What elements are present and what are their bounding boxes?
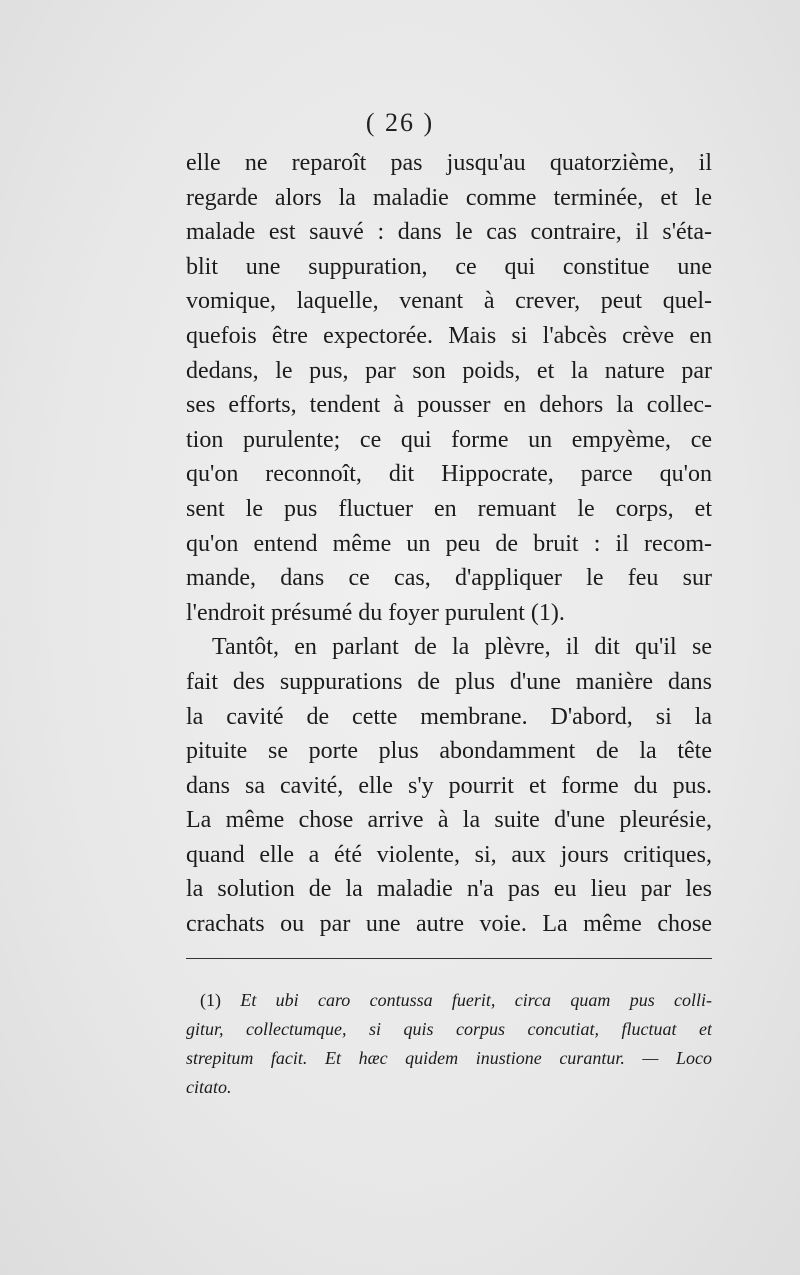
body-line: pituite se porte plus abondamment de la tête — [186, 738, 712, 765]
body-line: elle ne reparoît pas jusqu'au quatorzième, il — [186, 150, 712, 176]
body-line: qu'on entend même un peu de bruit : il recom- — [186, 530, 712, 557]
body-line: fait des suppurations de plus d'une manière dans — [186, 668, 712, 695]
footnote-line: strepitum facit. Et hæc quidem inustione curantur. — Loco — [186, 1048, 712, 1068]
body-line: qu'on reconnoît, dit Hippocrate, parce qu'on — [186, 461, 712, 488]
body-line: vomique, laquelle, venant à crever, peut quel- — [186, 288, 712, 315]
paragraph-start-line: Tantôt, en parlant de la plèvre, il dit qu'il se — [212, 634, 712, 661]
body-line: tion purulente; ce qui forme un empyème, ce — [186, 426, 712, 453]
body-line: mande, dans ce cas, d'appliquer le feu sur — [186, 565, 712, 592]
body-line: dedans, le pus, par son poids, et la nature par — [186, 357, 712, 384]
body-line: La même chose arrive à la suite d'une pleurésie, — [186, 807, 712, 834]
body-line: quefois être expectorée. Mais si l'abcès crève en — [186, 322, 712, 349]
body-line: la solution de la maladie n'a pas eu lieu par les — [186, 876, 712, 903]
page-number: ( 26 ) — [365, 108, 435, 137]
body-line: la cavité de cette membrane. D'abord, si la — [186, 703, 712, 730]
body-line: crachats ou par une autre voie. La même chose — [186, 911, 712, 938]
footnote-line — [186, 986, 712, 1015]
footnote-line: gitur, collectumque, si quis corpus concutiat, fluctuat et — [186, 1019, 712, 1039]
body-line: quand elle a été violente, si, aux jours critiques, — [186, 841, 712, 868]
body-line: dans sa cavité, elle s'y pourrit et forme du pus. — [186, 772, 712, 799]
body-line: regarde alors la maladie comme terminée, et le — [186, 184, 712, 211]
body-line: ses efforts, tendent à pousser en dehors la collec- — [186, 392, 712, 419]
footnote-text: Et ubi caro contussa fuerit, circa quam pus colli- — [240, 990, 712, 1010]
footnote-divider — [186, 958, 712, 959]
body-text — [186, 146, 712, 942]
body-line: blit une suppuration, ce qui constitue une — [186, 253, 712, 280]
footnote — [186, 986, 712, 1102]
body-line: sent le pus fluctuer en remuant le corps, et — [186, 495, 712, 522]
footnote-line: citato. — [186, 1077, 232, 1097]
body-line: malade est sauvé : dans le cas contraire, il s'éta- — [186, 219, 712, 246]
body-line: l'endroit présumé du foyer purulent (1). — [186, 599, 565, 626]
footnote-marker: (1) — [200, 990, 221, 1010]
